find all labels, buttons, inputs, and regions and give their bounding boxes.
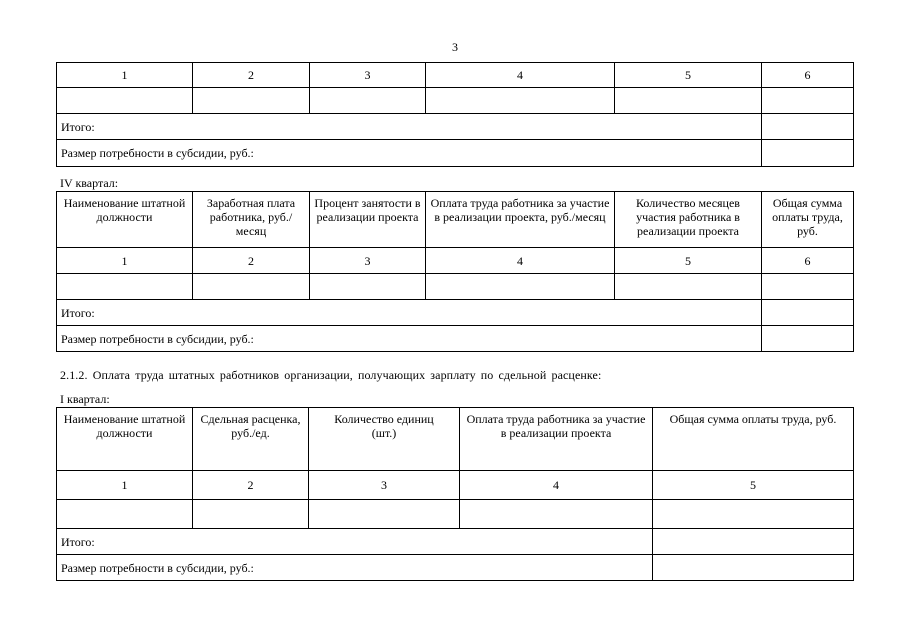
column-header: Общая сумма оплаты труда, руб. xyxy=(653,408,854,471)
table-cell xyxy=(653,500,854,529)
table-row xyxy=(57,500,854,529)
subsidy-label: Размер потребности в субсидии, руб.: xyxy=(57,140,762,167)
column-header: Оплата труда работника за участие в реализации проекта, руб./месяц xyxy=(426,192,615,248)
subsidy-label: Размер потребности в субсидии, руб.: xyxy=(57,326,762,352)
table-cell xyxy=(762,274,854,300)
table-cell xyxy=(460,500,653,529)
column-header: Сдельная расценка, руб./ед. xyxy=(193,408,309,471)
q1-caption: I квартал: xyxy=(60,392,110,406)
q4-caption: IV квартал: xyxy=(60,176,119,190)
column-number: 1 xyxy=(57,248,193,274)
header-row xyxy=(57,192,854,248)
table-cell xyxy=(193,500,309,529)
column-header: Наименование штатной должности xyxy=(57,192,193,248)
column-header: Процент занятости в реализации проекта xyxy=(310,192,426,248)
table-cell xyxy=(426,274,615,300)
column-number: 3 xyxy=(310,248,426,274)
total-value-cell xyxy=(653,529,854,555)
table-cell xyxy=(193,274,310,300)
page-number: 3 xyxy=(452,40,458,54)
header-row xyxy=(57,408,854,471)
column-number: 2 xyxy=(193,63,310,88)
table-cell xyxy=(615,88,762,114)
column-number: 6 xyxy=(762,248,854,274)
subsidy-row xyxy=(57,140,854,167)
table-cell xyxy=(310,274,426,300)
column-number: 3 xyxy=(309,471,460,500)
total-label: Итого: xyxy=(57,300,762,326)
section-heading: 2.1.2. Оплата труда штатных работников организации, получающих зарплату по сдельной расценке: xyxy=(60,368,602,382)
column-header: Оплата труда работника за участие в реализации проекта xyxy=(460,408,653,471)
table-cell xyxy=(426,88,615,114)
table-cell xyxy=(615,274,762,300)
table-cell xyxy=(57,88,193,114)
column-number: 5 xyxy=(615,248,762,274)
table-row xyxy=(57,88,854,114)
table-cell xyxy=(309,500,460,529)
column-number-row xyxy=(57,248,854,274)
column-header: Общая сумма оплаты труда, руб. xyxy=(762,192,854,248)
column-header: Количество единиц (шт.) xyxy=(309,408,460,471)
total-value-cell xyxy=(762,114,854,140)
subsidy-row xyxy=(57,326,854,352)
total-value-cell xyxy=(762,300,854,326)
table-cell xyxy=(193,88,310,114)
column-number: 1 xyxy=(57,63,193,88)
column-number: 2 xyxy=(193,248,310,274)
column-number-row xyxy=(57,63,854,88)
column-header: Наименование штатной должности xyxy=(57,408,193,471)
total-row xyxy=(57,529,854,555)
total-row xyxy=(57,114,854,140)
column-number: 4 xyxy=(426,248,615,274)
column-number: 2 xyxy=(193,471,309,500)
column-number: 5 xyxy=(653,471,854,500)
column-number: 6 xyxy=(762,63,854,88)
total-row xyxy=(57,300,854,326)
subsidy-value-cell xyxy=(762,326,854,352)
column-number-row xyxy=(57,471,854,500)
column-header: Заработная плата работника, руб./месяц xyxy=(193,192,310,248)
table-continuation xyxy=(56,62,854,167)
total-label: Итого: xyxy=(57,529,653,555)
column-number: 5 xyxy=(615,63,762,88)
table-row xyxy=(57,274,854,300)
column-number: 3 xyxy=(310,63,426,88)
subsidy-value-cell xyxy=(653,555,854,581)
column-number: 4 xyxy=(426,63,615,88)
subsidy-value-cell xyxy=(762,140,854,167)
column-number: 1 xyxy=(57,471,193,500)
table-cell xyxy=(57,500,193,529)
table-cell xyxy=(57,274,193,300)
table-q4 xyxy=(56,191,854,352)
table-q1 xyxy=(56,407,854,581)
subsidy-label: Размер потребности в субсидии, руб.: xyxy=(57,555,653,581)
column-number: 4 xyxy=(460,471,653,500)
column-header: Количество месяцев участия работника в реализации проекта xyxy=(615,192,762,248)
table-cell xyxy=(762,88,854,114)
total-label: Итого: xyxy=(57,114,762,140)
subsidy-row xyxy=(57,555,854,581)
table-cell xyxy=(310,88,426,114)
